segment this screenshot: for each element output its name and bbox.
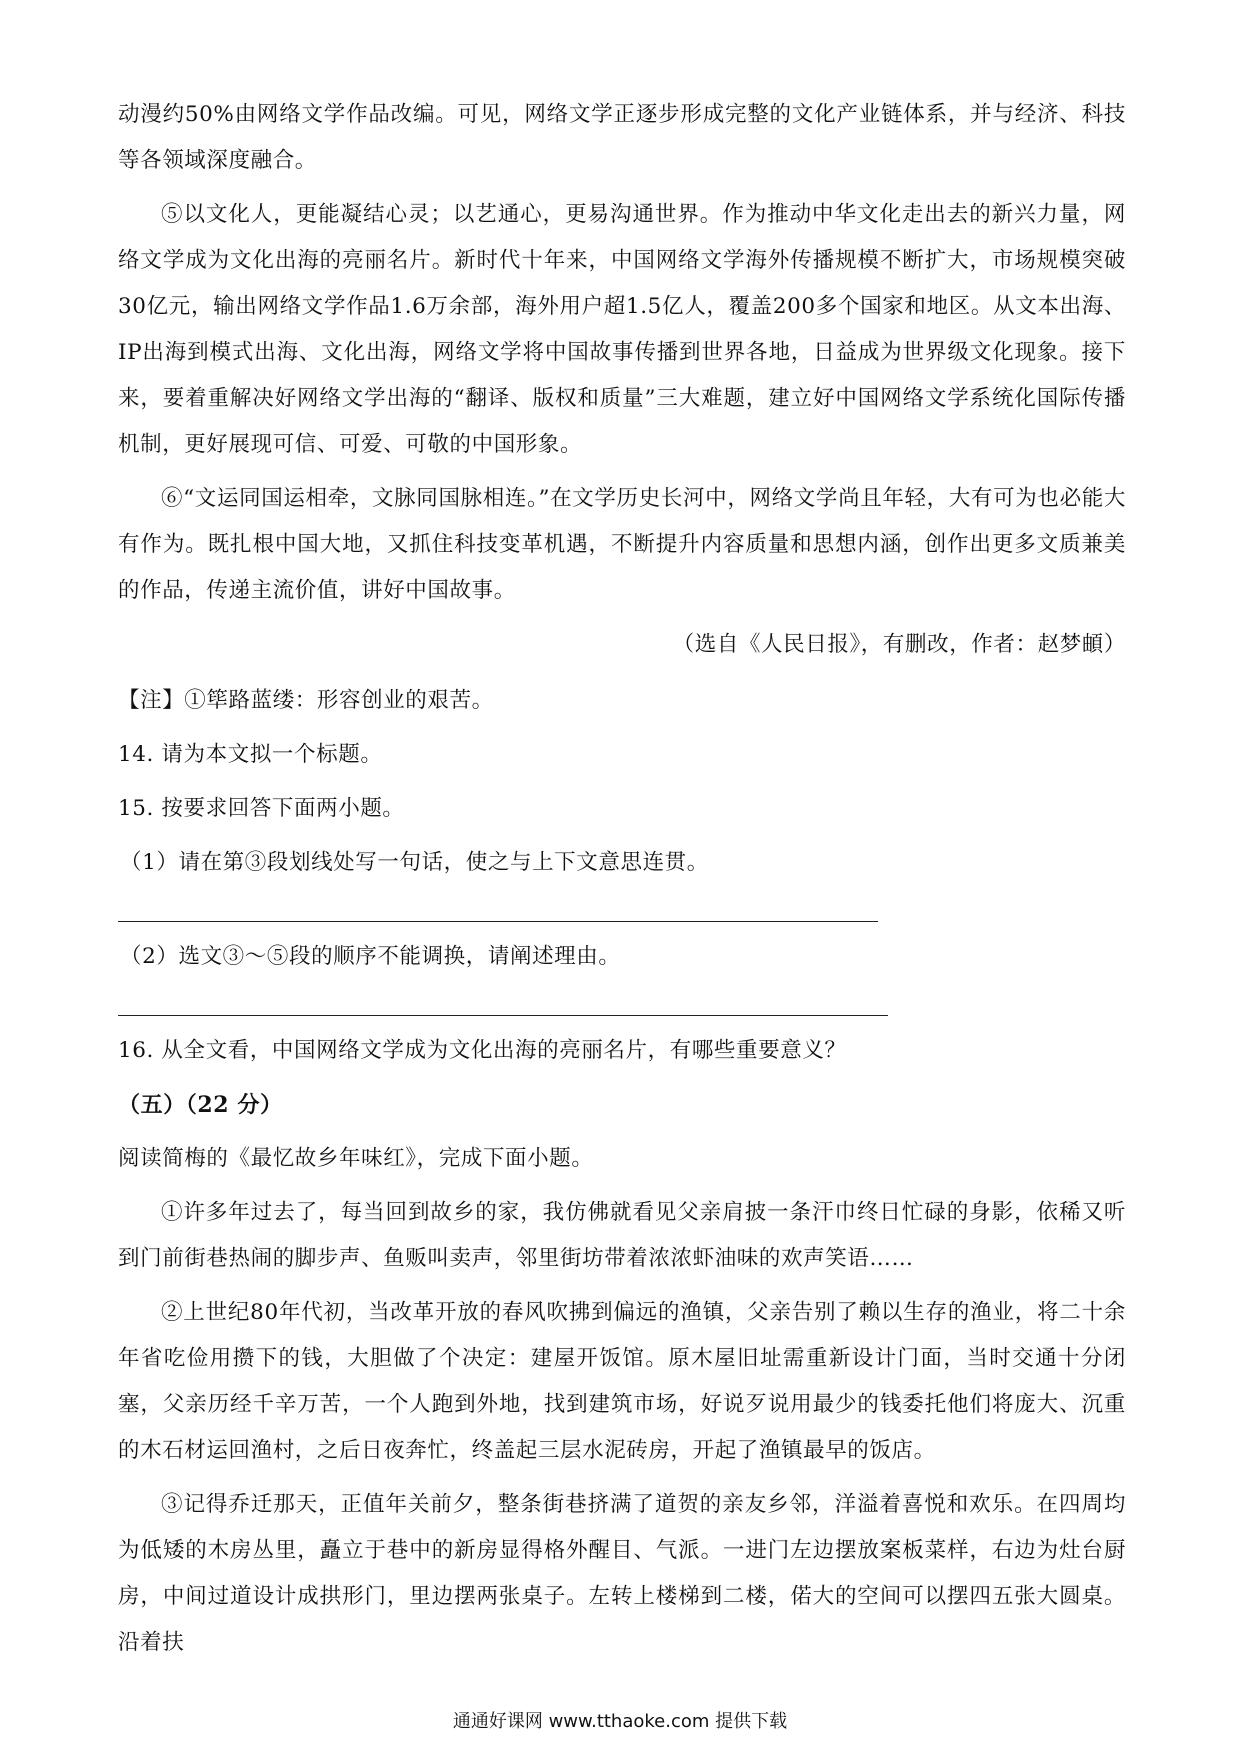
- answer-line-15-1[interactable]: [118, 894, 1126, 922]
- paragraph-6: ⑥“文运同国运相牵，文脉同国脉相连。”在文学历史长河中，网络文学尚且年轻，大有可为也必能大有作为。既扎根中国大地，又抓住科技变革机遇，不断提升内容质量和思想内涵，创作出更多文质兼美的作品，传递主流价值，讲好中国故事。: [118, 486, 1126, 603]
- reading-lead: 阅读简梅的《最忆故乡年味红》，完成下面小题。: [118, 1146, 594, 1171]
- document-body: [118, 92, 1126, 1674]
- page-footer: 通通好课网 www.tthaoke.com 提供下载: [452, 1711, 788, 1732]
- question-15-1: （1）请在第③段划线处写一句话，使之与上下文意思连贯。: [120, 850, 709, 875]
- question-15-2: （2）选文③～⑤段的顺序不能调换，请阐述理由。: [120, 944, 621, 969]
- question-15: 15. 按要求回答下面两小题。: [118, 796, 405, 821]
- paragraph-4-tail: 动漫约50%由网络文学作品改编。可见，网络文学正逐步形成完整的文化产业链体系，并与经济、科技等各领域深度融合。: [118, 102, 1126, 173]
- section-five-heading: （五）（22 分）: [118, 1092, 283, 1118]
- story-paragraph-1: ①许多年过去了，每当回到故乡的家，我仿佛就看见父亲肩披一条汗巾终日忙碌的身影，依稀又听到门前街巷热闹的脚步声、鱼贩叫卖声，邻里街坊带着浓浓虾油味的欢声笑语……: [118, 1200, 1126, 1271]
- question-16: 16. 从全文看，中国网络文学成为文化出海的亮丽名片，有哪些重要意义？: [118, 1038, 847, 1063]
- answer-line-15-2[interactable]: [118, 988, 1126, 1016]
- question-14: 14. 请为本文拟一个标题。: [118, 742, 383, 767]
- source-citation: （选自《人民日报》，有删改，作者：赵梦頔）: [672, 632, 1126, 657]
- paragraph-5: ⑤以文化人，更能凝结心灵；以艺通心，更易沟通世界。作为推动中华文化走出去的新兴力量，网络文学成为文化出海的亮丽名片。新时代十年来，中国网络文学海外传播规模不断扩大，市场规模突破30亿元，输出网络文学作品1.6万余部，海外用户超1.5亿人，覆盖200多个国家和地区。从文本出海、IP出海到模式出海、文化出海，网络文学将中国故事传播到世界各地，日益成为世界级文化现象。接下来，要着重解决好网络文学出海的“翻译、版权和质量”三大难题，建立好中国网络文学系统化国际传播机制，更好展现可信、可爱、可敬的中国形象。: [118, 202, 1126, 457]
- annotation-note: 【注】①筚路蓝缕：形容创业的艰苦。: [118, 688, 494, 713]
- story-paragraph-3: ③记得乔迁那天，正值年关前夕，整条街巷挤满了道贺的亲友乡邻，洋溢着喜悦和欢乐。在四周均为低矮的木房丛里，矗立于巷中的新房显得格外醒目、气派。一进门左边摆放案板菜样，右边为灶台厨房，中间过道设计成拱形门，里边摆两张桌子。左转上楼梯到二楼，偌大的空间可以摆四五张大圆桌。沿着扶: [118, 1492, 1126, 1655]
- story-paragraph-2: ②上世纪80年代初，当改革开放的春风吹拂到偏远的渔镇，父亲告别了赖以生存的渔业，将二十余年省吃俭用攒下的钱，大胆做了个决定：建屋开饭馆。原木屋旧址需重新设计门面，当时交通十分闭塞，父亲历经千辛万苦，一个人跑到外地，找到建筑市场，好说歹说用最少的钱委托他们将庞大、沉重的木石材运回渔村，之后日夜奔忙，终盖起三层水泥砖房，开起了渔镇最早的饭店。: [118, 1300, 1126, 1463]
